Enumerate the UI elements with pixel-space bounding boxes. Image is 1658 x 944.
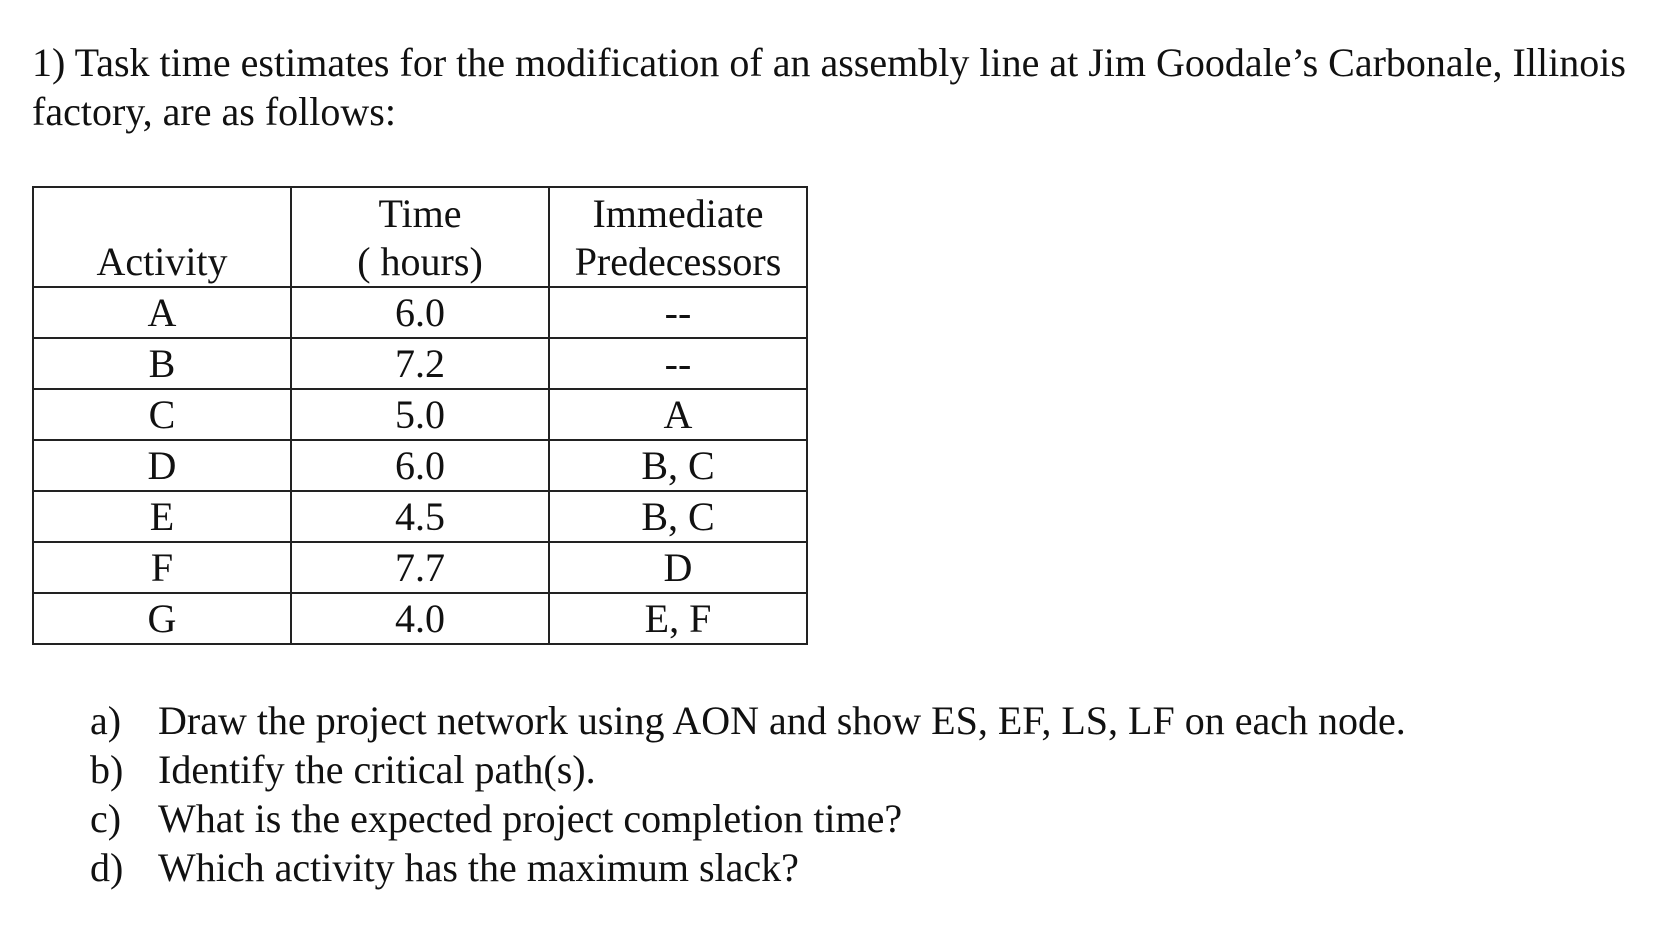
time-cell: 6.0 — [291, 287, 549, 338]
header-time-line2: ( hours) — [357, 239, 483, 284]
header-activity-line2: Activity — [96, 239, 228, 284]
header-predecessors — [549, 187, 807, 287]
predecessors-cell: D — [549, 542, 807, 593]
predecessors-cell: B, C — [549, 491, 807, 542]
question-item — [90, 843, 1406, 892]
question-label: c) — [90, 796, 122, 841]
predecessors-cell: E, F — [549, 593, 807, 644]
activity-cell: C — [33, 389, 291, 440]
table-row — [33, 338, 807, 389]
question-text: What is the expected project completion time? — [158, 796, 903, 841]
question-label: a) — [90, 698, 122, 743]
task-time-table — [32, 186, 808, 645]
table-row — [33, 287, 807, 338]
time-cell: 4.5 — [291, 491, 549, 542]
question-item — [90, 745, 1406, 794]
predecessors-cell: -- — [549, 338, 807, 389]
table-header-row — [33, 187, 807, 287]
predecessors-cell: A — [549, 389, 807, 440]
problem-intro: 1) Task time estimates for the modification of an assembly line at Jim Goodale’s Carbonale, Illinois factory, are as follows: — [32, 40, 1626, 134]
header-activity — [33, 187, 291, 287]
time-cell: 7.2 — [291, 338, 549, 389]
predecessors-cell: B, C — [549, 440, 807, 491]
table-row — [33, 491, 807, 542]
activity-cell: D — [33, 440, 291, 491]
table-row — [33, 440, 807, 491]
table-row — [33, 542, 807, 593]
question-item — [90, 794, 1406, 843]
question-item — [90, 696, 1406, 745]
table-row — [33, 389, 807, 440]
activity-cell: A — [33, 287, 291, 338]
question-text: Identify the critical path(s). — [158, 747, 596, 792]
time-cell: 4.0 — [291, 593, 549, 644]
table-row — [33, 593, 807, 644]
question-text: Draw the project network using AON and show ES, EF, LS, LF on each node. — [158, 698, 1406, 743]
predecessors-cell: -- — [549, 287, 807, 338]
activity-cell: E — [33, 491, 291, 542]
header-predecessors-line2: Predecessors — [574, 239, 782, 284]
activity-cell: F — [33, 542, 291, 593]
activity-cell: G — [33, 593, 291, 644]
activity-cell: B — [33, 338, 291, 389]
header-predecessors-line1: Immediate — [592, 191, 764, 236]
time-cell: 5.0 — [291, 389, 549, 440]
question-label: d) — [90, 845, 124, 890]
question-text: Which activity has the maximum slack? — [158, 845, 799, 890]
time-cell: 7.7 — [291, 542, 549, 593]
header-time-line1: Time — [378, 191, 462, 236]
header-time — [291, 187, 549, 287]
question-label: b) — [90, 747, 124, 792]
question-list — [90, 696, 1406, 892]
time-cell: 6.0 — [291, 440, 549, 491]
